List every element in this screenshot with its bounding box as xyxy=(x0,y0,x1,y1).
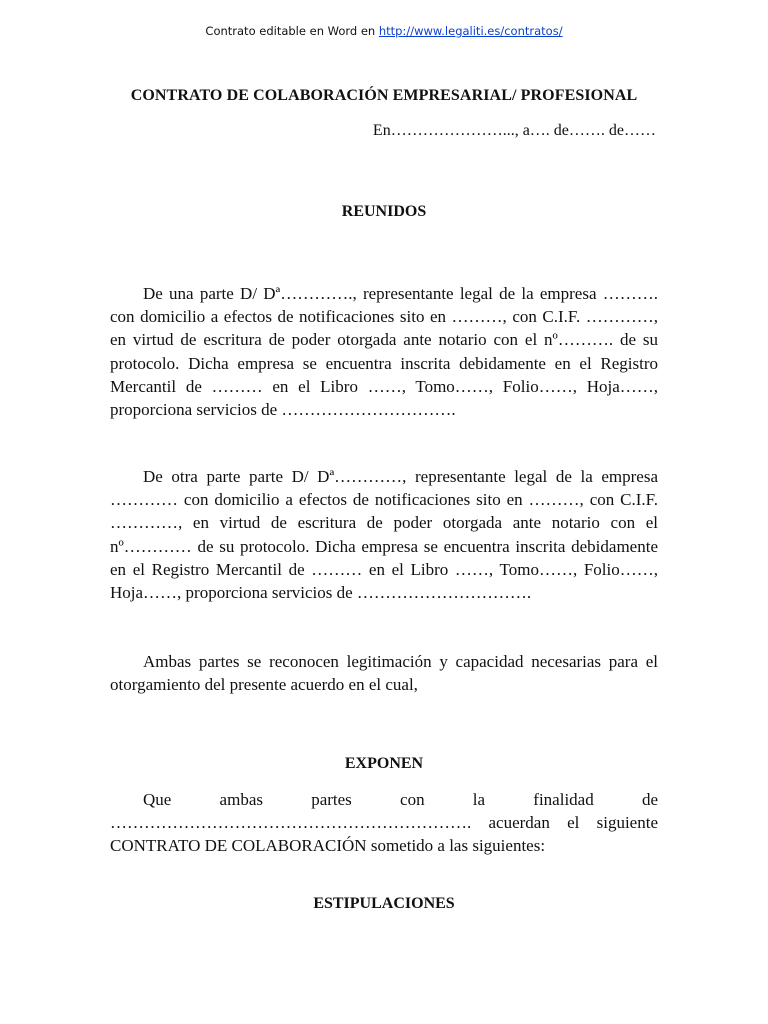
paragraph-capacity: Ambas partes se reconocen legitimación y capacidad necesarias para el otorgamiento del presente acuerdo en el cual, xyxy=(110,652,658,695)
header-note xyxy=(0,24,768,38)
heading-estipulaciones: ESTIPULACIONES xyxy=(313,895,455,912)
heading-exponen: EXPONEN xyxy=(344,755,424,772)
place-date-line: En…………………..., a…. de……. de…… xyxy=(372,122,656,139)
paragraph-purpose: Que ambas partes con la finalidad de ………………………………………………………. acuerdan el siguiente CONTRATO DE COLABORACIÓN sometido a las siguientes: xyxy=(110,790,658,856)
paragraph-first-party: De una parte D/ Dª…………., representante legal de la empresa ………. con domicilio a efectos de notificaciones sito en ………, con C.I.F. …………, en virtud de escritura de poder otorgada ante notario con el nº………. de su protocolo. Dicha empresa se encuentra inscrita debidamente en el Registro Mercantil de ……… en el Libro ……, Tomo……, Folio……, Hoja……, proporciona servicios de …………………………. xyxy=(110,284,658,420)
legaliti-link[interactable]: http://www.legaliti.es/contratos/ xyxy=(378,24,563,38)
header-note-text: Contrato editable en Word en xyxy=(205,24,379,38)
heading-reunidos: REUNIDOS xyxy=(341,203,427,220)
paragraph-second-party: De otra parte parte D/ Dª…………, representante legal de la empresa ………… con domicilio a efectos de notificaciones sito en ………, con C.I.F. …………, en virtud de escritura de poder otorgada ante notario con el nº………… de su protocolo. Dicha empresa se encuentra inscrita debidamente en el Registro Mercantil de ……… en el Libro ……, Tomo……, Folio……, Hoja……, proporciona servicios de …………………………. xyxy=(110,467,658,603)
contract-title: CONTRATO DE COLABORACIÓN EMPRESARIAL/ PROFESIONAL xyxy=(130,87,638,104)
